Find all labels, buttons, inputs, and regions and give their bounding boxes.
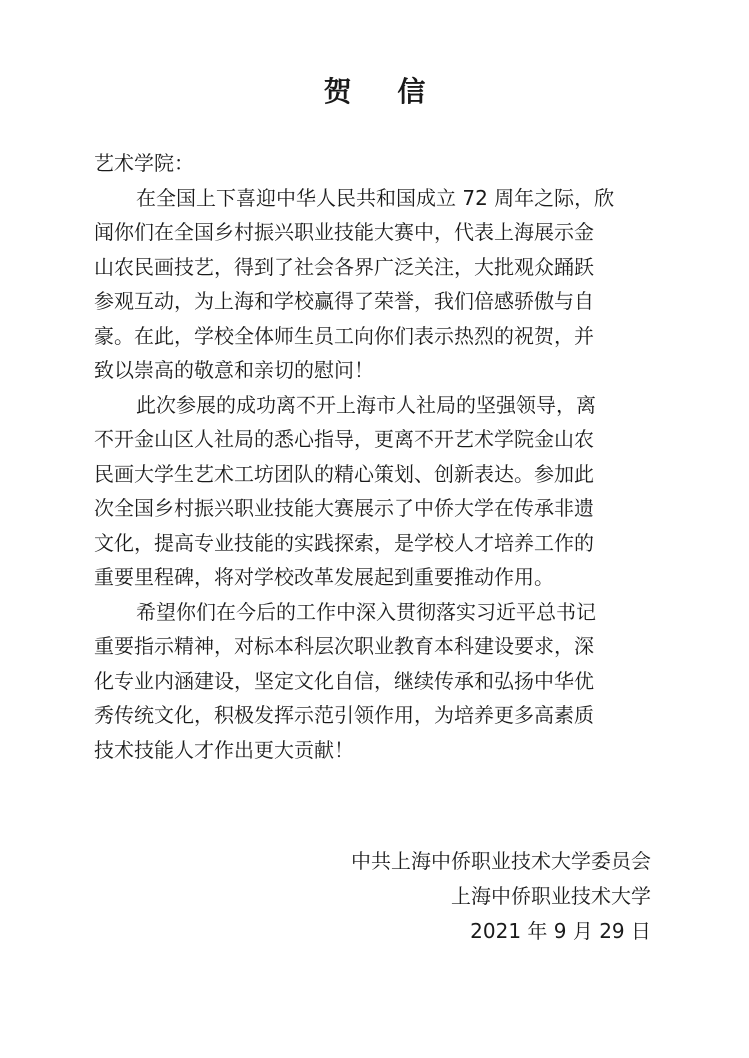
- paragraph-line: 技术技能人才作出更大贡献！: [94, 737, 354, 762]
- paragraph-line: 豪。在此，学校全体师生员工向你们表示热烈的祝贺，并: [94, 323, 594, 348]
- signature-block: [351, 844, 651, 949]
- paragraph-line: 文化，提高专业技能的实践探索，是学校人才培养工作的: [94, 530, 594, 555]
- paragraph-1: [94, 181, 662, 388]
- paragraph-line: 山农民画技艺，得到了社会各界广泛关注，大批观众踊跃: [94, 254, 594, 279]
- paragraph-line: 重要指示精神，对标本科层次职业教育本科建设要求，深: [94, 634, 594, 658]
- paragraph-line: 不开金山区人社局的悉心指导，更离不开艺术学院金山农: [94, 427, 594, 451]
- paragraph-2: [94, 388, 662, 595]
- letter-title: 贺 信: [323, 75, 444, 108]
- signature-organization: 上海中侨职业技术大学: [451, 884, 651, 908]
- paragraph-line: 化专业内涵建设，坚定文化自信，继续传承和弘扬中华优: [94, 668, 594, 693]
- paragraph-line: 希望你们在今后的工作中深入贯彻落实习近平总书记: [136, 599, 596, 624]
- paragraph-line: 次全国乡村振兴职业技能大赛展示了中侨大学在传承非遗: [94, 496, 594, 520]
- signature-organization-committee: 中共上海中侨职业技术大学委员会: [351, 849, 651, 873]
- salutation: 艺术学院：: [94, 151, 194, 175]
- paragraph-line: 秀传统文化，积极发挥示范引领作用，为培养更多高素质: [94, 703, 594, 727]
- paragraph-line: 此次参展的成功离不开上海市人社局的坚强领导，离: [136, 392, 596, 417]
- paragraph-line: 在全国上下喜迎中华人民共和国成立 72 周年之际，欣: [136, 185, 615, 210]
- paragraph-line: 致以崇高的敬意和亲切的慰问！: [94, 358, 374, 382]
- paragraph-line: 民画大学生艺术工坊团队的精心策划、创新表达。参加此: [94, 461, 594, 486]
- paragraph-3: [94, 595, 662, 768]
- paragraph-line: 参观互动，为上海和学校赢得了荣誉，我们倍感骄傲与自: [94, 289, 594, 313]
- paragraph-line: 闻你们在全国乡村振兴职业技能大赛中，代表上海展示金: [94, 220, 594, 244]
- letter-body: [94, 146, 662, 767]
- signature-date: 2021 年 9 月 29 日: [470, 919, 651, 943]
- paragraph-line: 重要里程碑，将对学校改革发展起到重要推动作用。: [94, 565, 554, 589]
